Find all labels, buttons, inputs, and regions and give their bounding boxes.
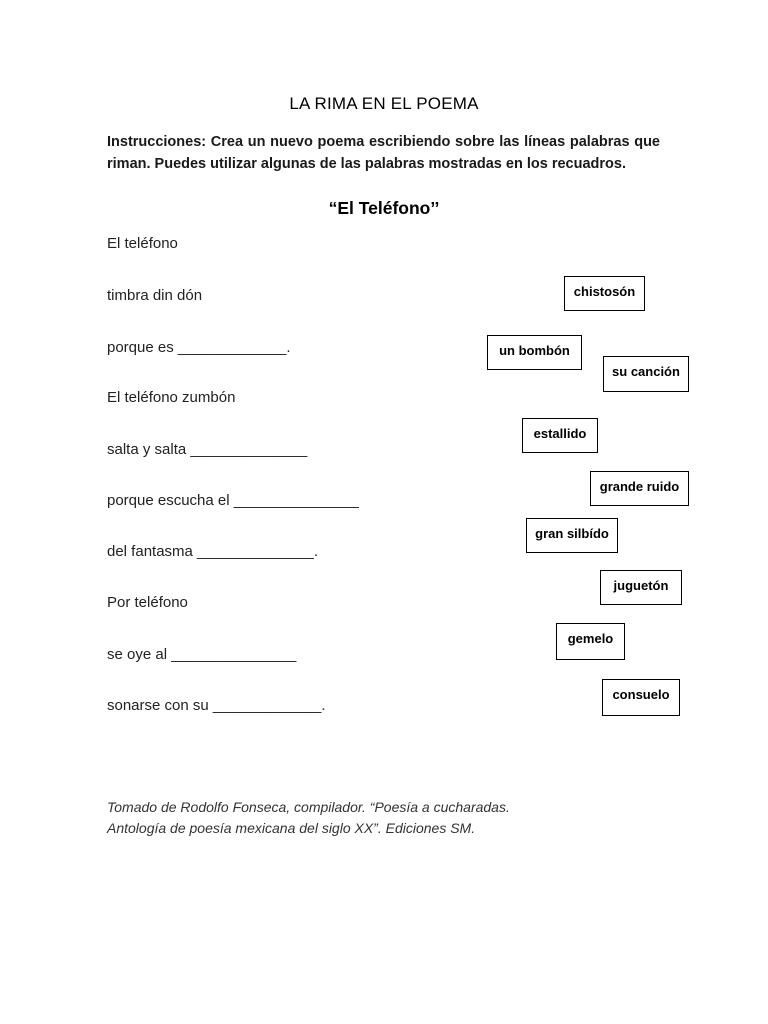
poem-line: se oye al _______________ (107, 646, 297, 663)
poem-line: porque escucha el _______________ (107, 492, 359, 509)
poem-line: El teléfono zumbón (107, 389, 236, 406)
poem-line: porque es _____________. (107, 339, 291, 356)
word-box-chistoson: chistosón (564, 276, 645, 311)
poem-line: Por teléfono (107, 594, 188, 611)
word-box-consuelo: consuelo (602, 679, 680, 716)
word-box-grande-ruido: grande ruido (590, 471, 689, 506)
page-title: LA RIMA EN EL POEMA (289, 94, 479, 113)
instructions-text: Instrucciones: Crea un nuevo poema escribiendo sobre las líneas palabras que riman. Puedes utilizar algunas de las palabras mostradas en los recuadros. (107, 134, 660, 172)
word-box-gemelo: gemelo (556, 623, 625, 660)
poem-title: “El Teléfono’’ (328, 198, 440, 218)
word-box-gran-silbido: gran silbído (526, 518, 618, 553)
source-citation (107, 797, 667, 839)
poem-line: sonarse con su _____________. (107, 697, 326, 714)
word-box-jugueton: juguetón (600, 570, 682, 605)
citation-line: Tomado de Rodolfo Fonseca, compilador. “Poesía a cucharadas. (107, 799, 510, 815)
poem-line: timbra din dón (107, 287, 203, 304)
word-box-un-bombon: un bombón (487, 335, 582, 370)
poem-line: El teléfono (107, 235, 178, 252)
word-box-su-cancion: su canción (603, 356, 689, 392)
poem-line: del fantasma ______________. (107, 543, 319, 560)
citation-line: Antología de poesía mexicana del siglo XX”. Ediciones SM. (107, 820, 476, 836)
word-box-estallido: estallido (522, 418, 598, 453)
poem-line: salta y salta ______________ (107, 441, 308, 458)
